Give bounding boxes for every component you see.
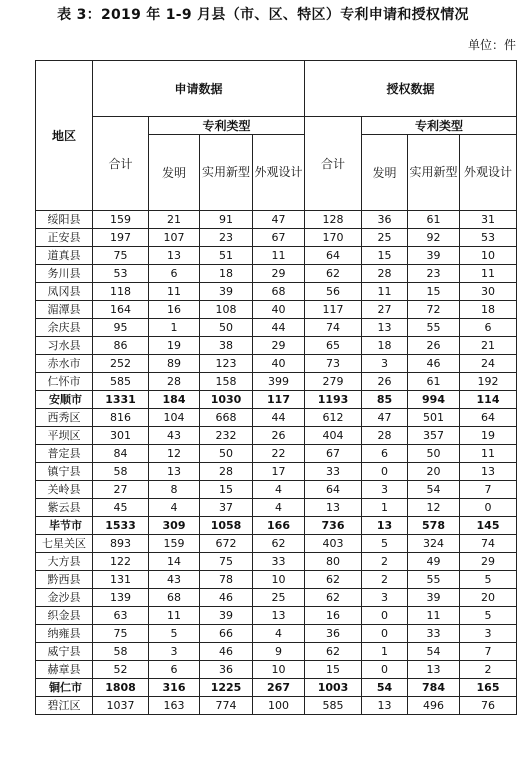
row-value-cell: 11 [408,607,460,625]
row-value-cell: 197 [93,229,149,247]
table-row [36,247,517,265]
row-value-cell: 40 [253,355,305,373]
row-value-cell: 10 [253,571,305,589]
header-grant-invention: 发明 [362,135,408,211]
row-value-cell: 166 [253,517,305,535]
row-value-cell: 2 [362,571,408,589]
row-value-cell: 4 [149,499,200,517]
table-row [36,427,517,445]
row-value-cell: 2 [362,553,408,571]
row-value-cell: 3 [362,481,408,499]
table-row [36,625,517,643]
header-app-total: 合计 [93,117,149,211]
row-value-cell: 404 [305,427,362,445]
row-value-cell: 164 [93,301,149,319]
row-region-name: 织金县 [36,607,93,625]
row-value-cell: 62 [305,589,362,607]
unit-label: 单位：件 [467,38,516,52]
row-value-cell: 23 [408,265,460,283]
row-value-cell: 399 [253,373,305,391]
row-value-cell: 26 [408,337,460,355]
row-region-name: 黔西县 [36,571,93,589]
row-value-cell: 62 [305,265,362,283]
row-value-cell: 38 [200,337,253,355]
row-value-cell: 192 [460,373,517,391]
header-application: 申请数据 [93,61,305,117]
row-value-cell: 994 [408,391,460,409]
row-value-cell: 91 [200,211,253,229]
table-row [36,445,517,463]
row-value-cell: 47 [362,409,408,427]
row-value-cell: 29 [253,337,305,355]
row-value-cell: 316 [149,679,200,697]
row-region-name: 赫章县 [36,661,93,679]
row-region-name: 习水县 [36,337,93,355]
row-value-cell: 159 [93,211,149,229]
row-value-cell: 159 [149,535,200,553]
row-value-cell: 1225 [200,679,253,697]
table-title: 表 3：2019 年 1-9 月县（市、区、特区）专利申请和授权情况 [57,7,469,23]
table-row [36,319,517,337]
header-grant-patent-type: 专利类型 [362,117,517,135]
table-row-city-total [36,679,517,697]
table-row [36,301,517,319]
row-value-cell: 3 [362,589,408,607]
row-region-name: 威宁县 [36,643,93,661]
header-region: 地区 [36,61,93,211]
row-value-cell: 0 [362,661,408,679]
row-value-cell: 85 [362,391,408,409]
row-value-cell: 12 [408,499,460,517]
row-value-cell: 27 [362,301,408,319]
row-value-cell: 58 [93,463,149,481]
row-value-cell: 28 [362,265,408,283]
row-value-cell: 52 [93,661,149,679]
row-region-name: 凤冈县 [36,283,93,301]
row-value-cell: 13 [362,697,408,715]
row-value-cell: 43 [149,571,200,589]
row-value-cell: 54 [408,643,460,661]
row-value-cell: 74 [460,535,517,553]
row-value-cell: 104 [149,409,200,427]
table-row [36,211,517,229]
row-value-cell: 61 [408,373,460,391]
row-value-cell: 784 [408,679,460,697]
row-value-cell: 15 [305,661,362,679]
row-region-name: 湄潭县 [36,301,93,319]
row-value-cell: 67 [253,229,305,247]
row-value-cell: 45 [93,499,149,517]
row-value-cell: 11 [253,247,305,265]
row-value-cell: 33 [408,625,460,643]
row-value-cell: 31 [460,211,517,229]
row-value-cell: 61 [408,211,460,229]
row-value-cell: 4 [253,625,305,643]
table-row [36,553,517,571]
row-value-cell: 5 [460,607,517,625]
row-value-cell: 1030 [200,391,253,409]
row-region-name: 大方县 [36,553,93,571]
row-value-cell: 252 [93,355,149,373]
row-region-name: 七星关区 [36,535,93,553]
row-value-cell: 0 [362,607,408,625]
row-value-cell: 37 [200,499,253,517]
row-value-cell: 63 [93,607,149,625]
row-value-cell: 84 [93,445,149,463]
row-value-cell: 64 [460,409,517,427]
row-value-cell: 578 [408,517,460,535]
row-value-cell: 585 [93,373,149,391]
row-value-cell: 158 [200,373,253,391]
row-value-cell: 24 [460,355,517,373]
row-value-cell: 28 [362,427,408,445]
header-app-utility: 实用新型 [200,135,253,211]
row-region-name: 安顺市 [36,391,93,409]
row-value-cell: 39 [200,283,253,301]
row-value-cell: 12 [149,445,200,463]
row-value-cell: 2 [460,661,517,679]
row-value-cell: 612 [305,409,362,427]
row-region-name: 正安县 [36,229,93,247]
row-value-cell: 13 [149,247,200,265]
row-value-cell: 267 [253,679,305,697]
row-value-cell: 55 [408,571,460,589]
row-value-cell: 36 [200,661,253,679]
row-value-cell: 73 [305,355,362,373]
row-value-cell: 26 [362,373,408,391]
row-value-cell: 11 [149,607,200,625]
row-value-cell: 27 [93,481,149,499]
row-value-cell: 46 [408,355,460,373]
row-value-cell: 18 [460,301,517,319]
row-value-cell: 131 [93,571,149,589]
row-value-cell: 496 [408,697,460,715]
row-value-cell: 86 [93,337,149,355]
table-row [36,661,517,679]
row-value-cell: 49 [408,553,460,571]
row-value-cell: 75 [93,247,149,265]
row-value-cell: 108 [200,301,253,319]
header-grant: 授权数据 [305,61,517,117]
table-row [36,571,517,589]
row-value-cell: 15 [200,481,253,499]
row-value-cell: 117 [253,391,305,409]
row-value-cell: 40 [253,301,305,319]
row-region-name: 平坝区 [36,427,93,445]
row-value-cell: 3 [362,355,408,373]
row-value-cell: 47 [253,211,305,229]
row-value-cell: 357 [408,427,460,445]
row-value-cell: 21 [460,337,517,355]
row-value-cell: 668 [200,409,253,427]
row-value-cell: 1331 [93,391,149,409]
row-value-cell: 68 [149,589,200,607]
row-value-cell: 89 [149,355,200,373]
row-value-cell: 36 [362,211,408,229]
table-row [36,481,517,499]
row-value-cell: 29 [460,553,517,571]
row-value-cell: 4 [253,499,305,517]
row-value-cell: 22 [253,445,305,463]
row-value-cell: 33 [305,463,362,481]
row-value-cell: 6 [362,445,408,463]
row-value-cell: 1193 [305,391,362,409]
row-value-cell: 62 [305,571,362,589]
table-row-city-total [36,391,517,409]
row-value-cell: 30 [460,283,517,301]
row-value-cell: 1 [149,319,200,337]
row-value-cell: 13 [253,607,305,625]
row-value-cell: 55 [408,319,460,337]
table-row [36,283,517,301]
patent-table [35,60,517,715]
row-value-cell: 50 [200,445,253,463]
row-region-name: 毕节市 [36,517,93,535]
row-value-cell: 893 [93,535,149,553]
row-value-cell: 232 [200,427,253,445]
row-value-cell: 74 [305,319,362,337]
row-value-cell: 165 [460,679,517,697]
row-value-cell: 163 [149,697,200,715]
table-row [36,229,517,247]
row-value-cell: 6 [149,661,200,679]
table-row [36,337,517,355]
row-value-cell: 816 [93,409,149,427]
row-value-cell: 128 [305,211,362,229]
row-value-cell: 76 [460,697,517,715]
row-value-cell: 13 [362,319,408,337]
row-value-cell: 403 [305,535,362,553]
row-region-name: 西秀区 [36,409,93,427]
row-value-cell: 100 [253,697,305,715]
row-value-cell: 6 [460,319,517,337]
row-value-cell: 18 [362,337,408,355]
row-value-cell: 324 [408,535,460,553]
row-value-cell: 774 [200,697,253,715]
row-value-cell: 0 [460,499,517,517]
table-row [36,409,517,427]
row-value-cell: 5 [362,535,408,553]
row-value-cell: 25 [253,589,305,607]
row-value-cell: 3 [460,625,517,643]
row-value-cell: 10 [253,661,305,679]
row-value-cell: 6 [149,265,200,283]
row-region-name: 绥阳县 [36,211,93,229]
row-region-name: 碧江区 [36,697,93,715]
header-grant-design: 外观设计 [460,135,517,211]
row-value-cell: 117 [305,301,362,319]
row-value-cell: 78 [200,571,253,589]
row-value-cell: 51 [200,247,253,265]
table-row [36,589,517,607]
table-row [36,499,517,517]
row-value-cell: 5 [149,625,200,643]
row-region-name: 仁怀市 [36,373,93,391]
table-row [36,463,517,481]
row-value-cell: 672 [200,535,253,553]
row-value-cell: 0 [362,625,408,643]
row-value-cell: 39 [408,589,460,607]
row-value-cell: 29 [253,265,305,283]
header-grant-total: 合计 [305,117,362,211]
row-value-cell: 65 [305,337,362,355]
row-value-cell: 21 [149,211,200,229]
row-value-cell: 501 [408,409,460,427]
row-value-cell: 13 [149,463,200,481]
row-value-cell: 736 [305,517,362,535]
row-value-cell: 19 [460,427,517,445]
row-value-cell: 10 [460,247,517,265]
row-region-name: 镇宁县 [36,463,93,481]
row-value-cell: 5 [460,571,517,589]
row-value-cell: 20 [408,463,460,481]
row-value-cell: 19 [149,337,200,355]
row-region-name: 纳雍县 [36,625,93,643]
row-value-cell: 114 [460,391,517,409]
row-value-cell: 1058 [200,517,253,535]
row-value-cell: 145 [460,517,517,535]
row-value-cell: 13 [460,463,517,481]
row-value-cell: 95 [93,319,149,337]
row-value-cell: 11 [149,283,200,301]
row-value-cell: 7 [460,481,517,499]
row-value-cell: 44 [253,319,305,337]
row-value-cell: 20 [460,589,517,607]
header-grant-utility: 实用新型 [408,135,460,211]
row-value-cell: 4 [253,481,305,499]
row-value-cell: 585 [305,697,362,715]
row-value-cell: 17 [253,463,305,481]
row-value-cell: 1533 [93,517,149,535]
row-value-cell: 14 [149,553,200,571]
row-value-cell: 170 [305,229,362,247]
row-value-cell: 11 [460,265,517,283]
row-value-cell: 68 [253,283,305,301]
row-value-cell: 75 [200,553,253,571]
row-value-cell: 92 [408,229,460,247]
row-value-cell: 62 [305,643,362,661]
row-value-cell: 56 [305,283,362,301]
table-row [36,535,517,553]
row-value-cell: 122 [93,553,149,571]
row-value-cell: 118 [93,283,149,301]
row-value-cell: 36 [305,625,362,643]
row-value-cell: 13 [305,499,362,517]
table-row [36,697,517,715]
row-value-cell: 107 [149,229,200,247]
row-value-cell: 0 [362,463,408,481]
row-value-cell: 28 [200,463,253,481]
row-value-cell: 184 [149,391,200,409]
row-value-cell: 7 [460,643,517,661]
row-region-name: 紫云县 [36,499,93,517]
row-region-name: 金沙县 [36,589,93,607]
header-app-patent-type: 专利类型 [149,117,305,135]
row-value-cell: 15 [408,283,460,301]
row-region-name: 关岭县 [36,481,93,499]
row-value-cell: 80 [305,553,362,571]
row-value-cell: 11 [362,283,408,301]
row-value-cell: 26 [253,427,305,445]
row-value-cell: 15 [362,247,408,265]
row-value-cell: 39 [200,607,253,625]
row-value-cell: 62 [253,535,305,553]
row-value-cell: 18 [200,265,253,283]
row-value-cell: 50 [200,319,253,337]
table-row [36,607,517,625]
row-value-cell: 1 [362,643,408,661]
row-value-cell: 139 [93,589,149,607]
row-value-cell: 54 [362,679,408,697]
table-row-city-total [36,517,517,535]
table-row [36,355,517,373]
row-value-cell: 58 [93,643,149,661]
header-app-design: 外观设计 [253,135,305,211]
row-region-name: 余庆县 [36,319,93,337]
row-region-name: 务川县 [36,265,93,283]
row-value-cell: 16 [149,301,200,319]
row-region-name: 普定县 [36,445,93,463]
row-value-cell: 309 [149,517,200,535]
row-value-cell: 23 [200,229,253,247]
row-value-cell: 8 [149,481,200,499]
row-value-cell: 9 [253,643,305,661]
row-value-cell: 53 [460,229,517,247]
row-value-cell: 54 [408,481,460,499]
row-value-cell: 53 [93,265,149,283]
row-value-cell: 25 [362,229,408,247]
row-value-cell: 43 [149,427,200,445]
row-value-cell: 39 [408,247,460,265]
row-value-cell: 66 [200,625,253,643]
row-region-name: 铜仁市 [36,679,93,697]
row-value-cell: 1808 [93,679,149,697]
row-value-cell: 1037 [93,697,149,715]
header-app-invention: 发明 [149,135,200,211]
row-value-cell: 1003 [305,679,362,697]
row-value-cell: 67 [305,445,362,463]
row-value-cell: 13 [362,517,408,535]
row-value-cell: 33 [253,553,305,571]
table-row [36,265,517,283]
row-value-cell: 11 [460,445,517,463]
table-body [36,211,517,715]
row-value-cell: 301 [93,427,149,445]
row-region-name: 赤水市 [36,355,93,373]
row-value-cell: 72 [408,301,460,319]
row-value-cell: 13 [408,661,460,679]
row-value-cell: 46 [200,589,253,607]
row-value-cell: 64 [305,247,362,265]
row-value-cell: 46 [200,643,253,661]
table-row [36,373,517,391]
row-value-cell: 16 [305,607,362,625]
row-value-cell: 279 [305,373,362,391]
row-value-cell: 50 [408,445,460,463]
row-value-cell: 64 [305,481,362,499]
row-region-name: 道真县 [36,247,93,265]
row-value-cell: 75 [93,625,149,643]
row-value-cell: 28 [149,373,200,391]
table-row [36,643,517,661]
row-value-cell: 123 [200,355,253,373]
row-value-cell: 3 [149,643,200,661]
row-value-cell: 44 [253,409,305,427]
row-value-cell: 1 [362,499,408,517]
